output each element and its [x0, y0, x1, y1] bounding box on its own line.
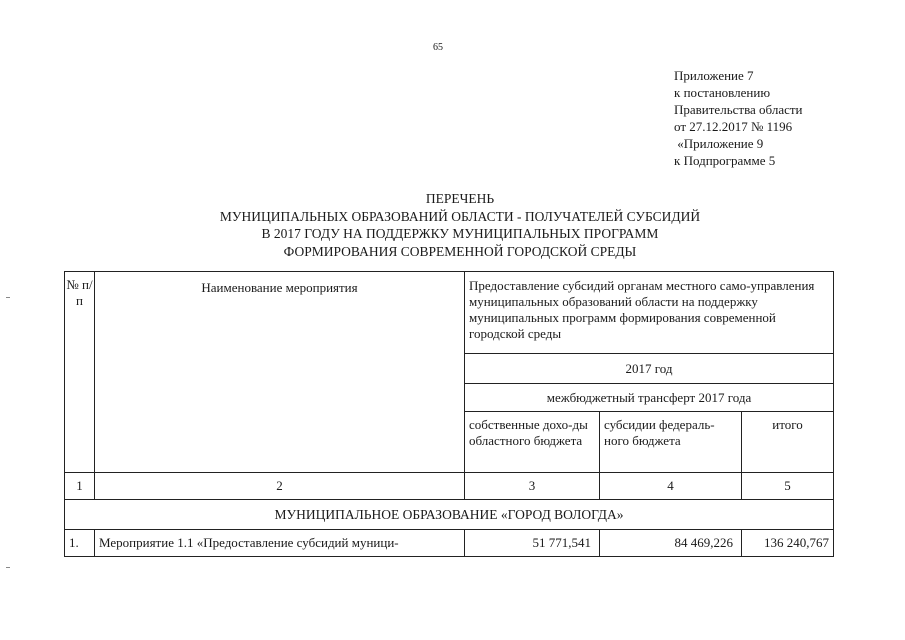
appendix-line: «Приложение 9 [674, 136, 764, 151]
appendix-line: от 27.12.2017 № 1196 [674, 119, 793, 134]
document-title [160, 190, 760, 260]
row-number: 1. [65, 530, 95, 557]
appendix-line: к постановлению [674, 85, 771, 100]
title-line: ПЕРЕЧЕНЬ [425, 191, 495, 206]
row-total: 136 240,767 [742, 530, 834, 557]
row-federal-subsidy: 84 469,226 [600, 530, 742, 557]
title-line: МУНИЦИПАЛЬНЫХ ОБРАЗОВАНИЙ ОБЛАСТИ - ПОЛУЧАТЕЛЕЙ СУБСИДИЙ [219, 208, 701, 224]
row-activity-name: Мероприятие 1.1 «Предоставление субсидий муници- [95, 530, 465, 557]
row-own-income: 51 771,541 [465, 530, 600, 557]
appendix-line: Правительства области [674, 102, 803, 117]
appendix-reference [674, 67, 803, 169]
appendix-line: к Подпрограмме 5 [674, 153, 776, 168]
title-line: В 2017 ГОДУ НА ПОДДЕРЖКУ МУНИЦИПАЛЬНЫХ ПРОГРАММ [261, 226, 659, 241]
index-cell: 3 [465, 473, 600, 500]
header-federal-subsidy: субсидии федераль-ного бюджета [600, 412, 742, 473]
table-row [65, 530, 834, 557]
header-own-income: собственные дохо-ды областного бюджета [465, 412, 600, 473]
header-year: 2017 год [465, 354, 834, 384]
index-cell: 4 [600, 473, 742, 500]
scan-margin-mark [6, 297, 10, 298]
scan-margin-mark [6, 567, 10, 568]
subsidy-table [64, 271, 834, 557]
appendix-line: Приложение 7 [674, 68, 754, 83]
header-subsidy-description: Предоставление субсидий органам местного само-управления муниципальных образований области на поддержку муниципальных программ формирования современной городской среды [465, 272, 834, 354]
header-interbudget-transfer: межбюджетный трансферт 2017 года [465, 384, 834, 412]
section-title: МУНИЦИПАЛЬНОЕ ОБРАЗОВАНИЕ «ГОРОД ВОЛОГДА» [65, 500, 834, 530]
index-cell: 1 [65, 473, 95, 500]
page-number: 65 [433, 42, 443, 53]
title-line: ФОРМИРОВАНИЯ СОВРЕМЕННОЙ ГОРОДСКОЙ СРЕДЫ [283, 243, 637, 259]
header-activity-name: Наименование мероприятия [95, 272, 465, 473]
index-cell: 5 [742, 473, 834, 500]
index-cell: 2 [95, 473, 465, 500]
header-total: итого [742, 412, 834, 473]
header-number: № п/п [65, 272, 95, 473]
